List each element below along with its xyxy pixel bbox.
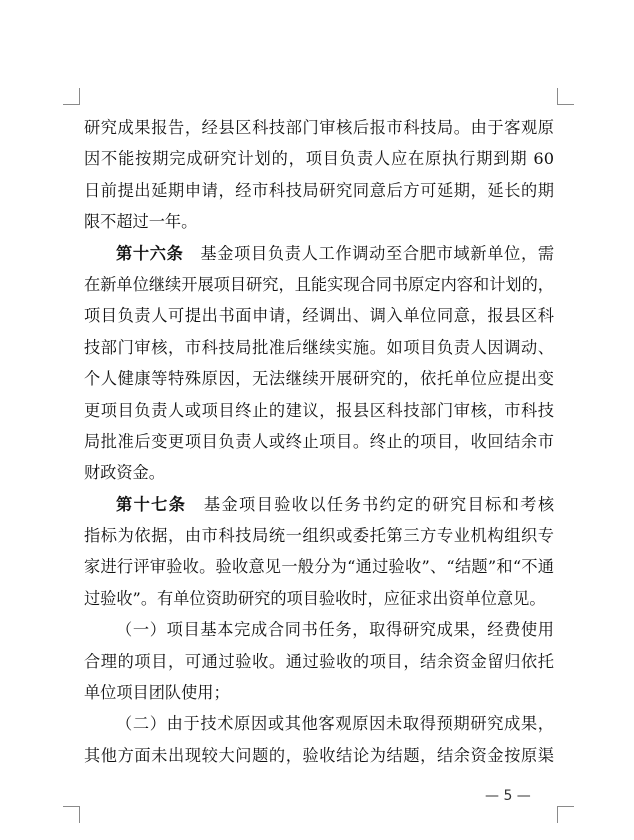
text-line	[84, 614, 554, 645]
text-line	[84, 457, 554, 488]
text-line	[84, 238, 554, 269]
crop-mark-top-left	[63, 88, 80, 105]
crop-mark-bottom-left	[63, 806, 80, 823]
page-number: — 5 —	[485, 788, 531, 804]
text-segment: 因不能按期完成研究计划的，项目负责人应在原执行期到期 60	[84, 149, 554, 169]
text-segment: （一）项目基本完成合同书任务，取得研究成果，经费使用	[116, 620, 554, 640]
text-line	[84, 206, 554, 237]
body-text	[84, 112, 554, 771]
article-heading: 第十六条	[116, 243, 184, 263]
text-segment: 技部门审核，市科技局批准后继续实施。如项目负责人因调动、	[84, 337, 554, 357]
text-line	[84, 677, 554, 708]
article-heading: 第十七条	[116, 494, 187, 514]
text-segment: 指标为依据，由市科技局统一组织或委托第三方专业机构组织专	[84, 526, 554, 546]
text-segment: 家进行评审验收。验收意见一般分为“通过验收”、“结题”和“不通	[84, 557, 554, 577]
text-segment: 个人健康等特殊原因，无法继续开展研究的，依托单位应提出变	[84, 369, 554, 389]
text-segment: 合理的项目，可通过验收。通过验收的项目，结余资金留归依托	[84, 651, 554, 671]
text-segment: 项目负责人可提出书面申请，经调出、调入单位同意，报县区科	[84, 306, 554, 326]
text-line	[84, 269, 554, 300]
text-segment: 基金项目验收以任务书约定的研究目标和考核	[186, 494, 555, 514]
text-line	[84, 112, 554, 143]
text-segment: 过验收”。有单位资助研究的项目验收时，应征求出资单位意见。	[84, 588, 546, 608]
text-line	[84, 583, 554, 614]
text-line	[84, 520, 554, 551]
text-segment: 更项目负责人或项目终止的建议，报县区科技部门审核，市科技	[84, 400, 554, 420]
text-line	[84, 332, 554, 363]
crop-mark-bottom-right	[557, 806, 574, 823]
text-segment: 财政资金。	[84, 463, 165, 483]
text-segment: （二）由于技术原因或其他客观原因未取得预期研究成果，	[116, 714, 554, 734]
text-line	[84, 363, 554, 394]
text-line	[84, 551, 554, 582]
text-line	[84, 489, 554, 520]
text-segment: 其他方面未出现较大问题的，验收结论为结题，结余资金按原渠	[84, 745, 554, 765]
text-segment: 日前提出延期申请，经市科技局研究同意后方可延期，延长的期	[84, 180, 554, 200]
text-segment: 局批准后变更项目负责人或终止项目。终止的项目，收回结余市	[84, 431, 554, 451]
text-segment: 研究成果报告，经县区科技部门审核后报市科技局。由于客观原	[84, 118, 554, 137]
text-segment: 基金项目负责人工作调动至合肥市域新单位，需	[183, 243, 555, 263]
text-line	[84, 175, 554, 206]
text-line	[84, 395, 554, 426]
text-line	[84, 646, 554, 677]
text-segment: 单位项目团队使用；	[84, 683, 230, 703]
crop-mark-top-right	[557, 88, 574, 105]
text-segment: 限不超过一年。	[84, 212, 198, 232]
text-line	[84, 740, 554, 771]
text-segment: 在新单位继续开展项目研究，且能实现合同书原定内容和计划的，	[84, 274, 554, 294]
text-line	[84, 426, 554, 457]
text-line	[84, 300, 554, 331]
text-line	[84, 143, 554, 174]
text-line	[84, 708, 554, 739]
